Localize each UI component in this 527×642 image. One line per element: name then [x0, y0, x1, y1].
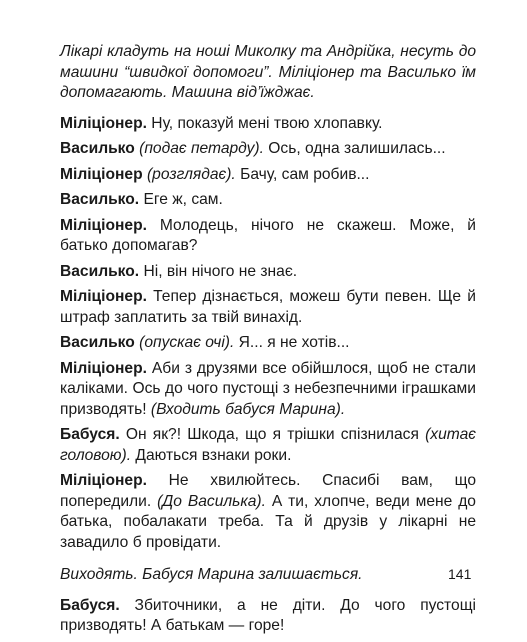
speaker-name: Міліціонер. — [60, 472, 147, 489]
speaker-name: Василько — [60, 334, 135, 351]
stage-direction-text: Виходять. Бабуся Марина залишається. — [60, 566, 363, 583]
page-text — [60, 42, 476, 642]
dialogue-text: Он як?! Шкода, що я трішки спізнилася — [119, 426, 426, 443]
speaker-name: Василько. — [60, 262, 140, 280]
stage-remark: (подає петарду). — [134, 140, 264, 157]
speaker-name: Міліціонер — [60, 165, 143, 183]
dialogue-text: Даються взнаки роки. — [131, 446, 292, 464]
stage-direction-exit — [60, 565, 476, 586]
dialogue-text: А ти, хлопче, веди мене до батька, побалакати треба. Та й друзів у лікарні не завадило б провідати. — [60, 492, 476, 551]
speaker-name: Міліціонер. — [60, 216, 147, 234]
stage-remark: (опускає очі). — [134, 334, 235, 351]
dialogue-line-1 — [60, 114, 476, 135]
dialogue-line-3 — [60, 165, 476, 186]
dialogue-text: Не хвилюйтесь. Спасибі вам, що попередили. — [60, 472, 476, 510]
speaker-name: Бабуся. — [60, 596, 120, 614]
dialogue-text: Ось, одна залишилась... — [263, 140, 446, 157]
dialogue-line-9 — [60, 359, 476, 421]
stage-remark: (Входить бабуся Марина). — [150, 400, 346, 418]
dialogue-text: Ні, він нічого не знає. — [139, 262, 298, 280]
dialogue-line-7 — [60, 287, 476, 328]
speaker-name: Міліціонер. — [60, 114, 147, 132]
dialogue-text: Молодець, нічого не скажеш. Може, й батько допомагав? — [60, 216, 476, 254]
speaker-name: Бабуся. — [60, 426, 120, 443]
dialogue-line-11 — [60, 471, 476, 553]
stage-direction-text: Лікарі кладуть на ноші Миколку та Андрійка, несуть до машини “швидкої допомоги”. Міліціонер та Василько їм допомагають. Машина від’їжджає. — [60, 43, 476, 101]
stage-remark: (хитає головою). — [60, 426, 476, 464]
speaker-name: Василько. — [60, 191, 140, 208]
speaker-name: Василько — [60, 140, 135, 157]
page-number: 141 — [448, 566, 472, 582]
dialogue-text: Еге ж, сам. — [139, 191, 223, 208]
dialogue-text: Тепер дізнається, можеш бути певен. Ще й штраф заплатить за твій винахід. — [60, 288, 476, 326]
speaker-name: Міліціонер. — [60, 359, 147, 377]
dialogue-text: Аби з друзями все обійшлося, щоб не стали каліками. Ось до чого пустощі з небезпечними іграшками призводять! — [60, 359, 476, 418]
stage-remark: (До Василька). — [157, 492, 266, 510]
dialogue-line-12 — [60, 596, 476, 637]
dialogue-text: Ну, показуй мені твою хлопавку. — [146, 114, 383, 132]
dialogue-text: Я... я не хотів... — [234, 334, 350, 351]
dialogue-line-8 — [60, 333, 476, 354]
dialogue-line-10 — [60, 425, 476, 466]
dialogue-line-2 — [60, 139, 476, 160]
dialogue-text: Збиточники, а не діти. До чого пустощі призводять! А батькам — горе! — [60, 596, 476, 634]
stage-direction-opening — [60, 42, 476, 104]
dialogue-line-4 — [60, 190, 476, 211]
dialogue-text: Бачу, сам робив... — [235, 165, 370, 183]
stage-remark: (розглядає). — [142, 165, 236, 183]
dialogue-line-5 — [60, 216, 476, 257]
speaker-name: Міліціонер. — [60, 288, 147, 305]
dialogue-line-6 — [60, 262, 476, 283]
